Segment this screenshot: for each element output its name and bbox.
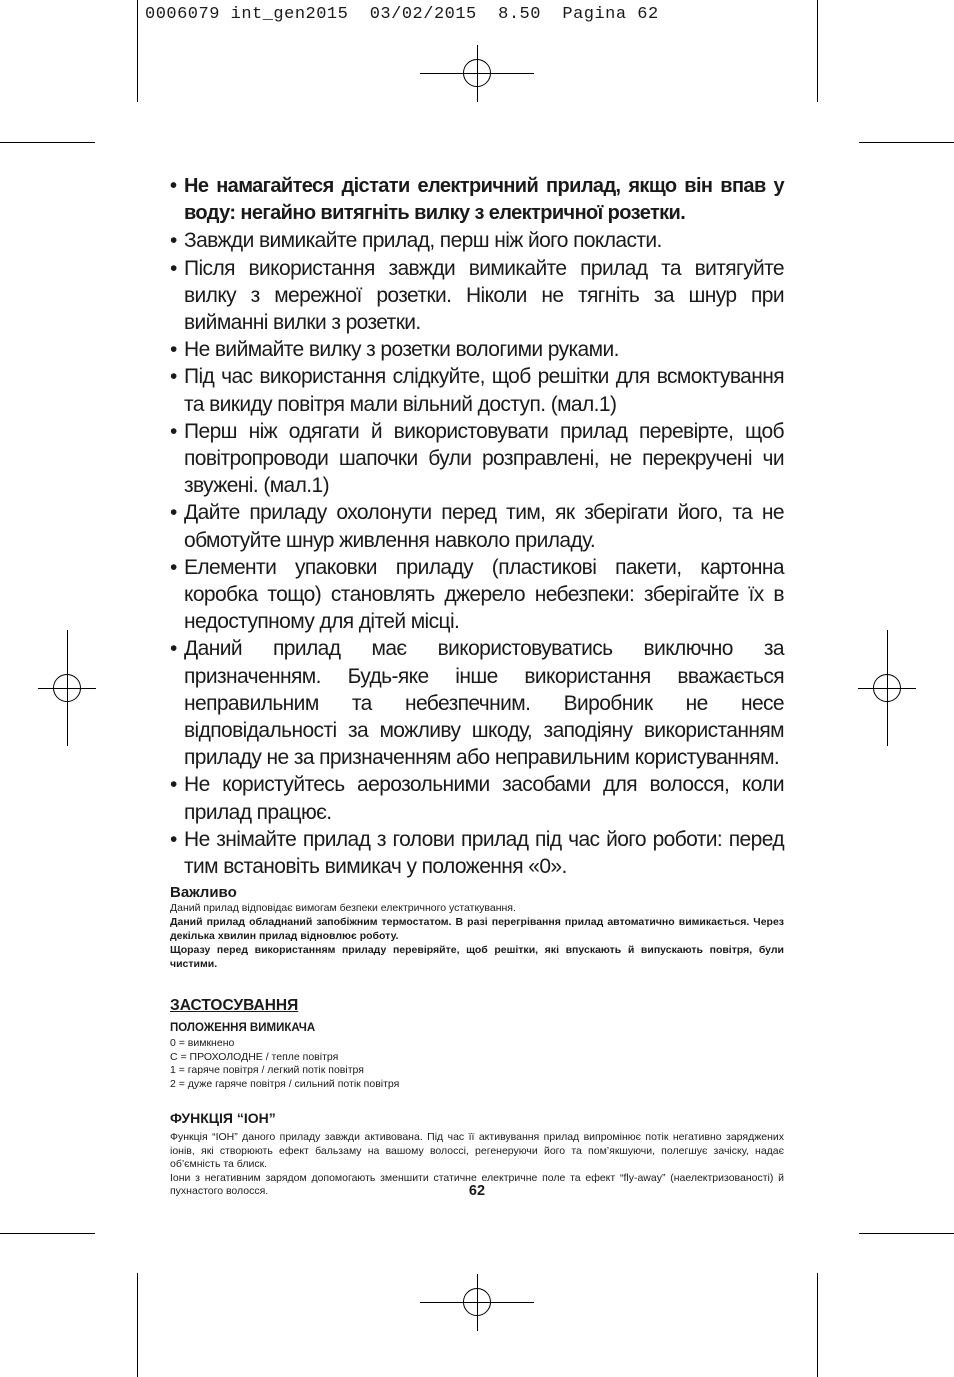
important-heading: Важливо <box>170 884 237 902</box>
crop-mark-bottom-right-h <box>859 1233 954 1234</box>
switch-positions-heading: ПОЛОЖЕННЯ ВИМИКАЧА <box>170 1022 316 1035</box>
switch-positions-list <box>170 1037 784 1091</box>
crop-mark-top-right-v <box>817 0 818 102</box>
important-text: Даний прилад відповідає вимогам безпеки електричного устаткування. <box>170 902 516 915</box>
warning-item: • Дайте приладу охолонути перед тим, як зберігати його, та не обмотуйте шнур живлення навколо приладу. <box>170 499 784 553</box>
print-slug: 0006079 int_gen2015 03/02/2015 8.50 Pagina 62 <box>145 5 659 24</box>
warning-item: • Перш ніж одягати й використовувати прилад перевірте, щоб повітропроводи шапочки були розправлені, не перекручені чи звужені. (мал.1) <box>170 418 784 500</box>
list-item: 0 = вимкнено <box>170 1037 235 1050</box>
page-number: 62 <box>468 1183 486 1199</box>
usage-heading: ЗАСТОСУВАННЯ <box>170 997 299 1015</box>
ion-function-text: Іони з негативним зарядом допомогають зменшити статичне електричне поле та ефект “fly-away” (наелектризованості) й пухнастого волосся. <box>170 1171 784 1198</box>
crop-mark-bottom-left-h <box>0 1233 95 1234</box>
page-content <box>170 173 784 1199</box>
crop-mark-bottom-right-v <box>817 1273 818 1377</box>
warning-item: • Даний прилад має використовуватись виключно за призначенням. Будь-яке інше використання вважається неправильним та небезпечним. Виробник не несе відповідальності за можливу шкоду, заподіяну використанням приладу не за призначенням або неправильним користуванням. <box>170 635 784 771</box>
warning-item: • Не намагайтеся дістати електричний прилад, якщо він впав у воду: негайно витягніть вилку з електричної розетки. <box>170 173 784 227</box>
safety-warnings-list <box>170 173 784 880</box>
warning-item: • Під час використання слідкуйте, щоб решітки для всмоктування та викиду повітря мали вільний доступ. (мал.1) <box>170 363 784 417</box>
warning-item: • Не знімайте прилад з голови прилад під час його роботи: перед тим встановіть вимикач у положення «0». <box>170 826 784 880</box>
crop-mark-top-right-h <box>859 142 954 143</box>
ion-function-text: Функція “ІОН” даного приладу завжди активована. Під час її активування прилад випромінює потік негативно заряджених іонів, які створюють ефект бальзаму на вашому волоссі, регенеруючи його та пом’якшуючи, полегшує зачіску, надає об’ємність та блиск. <box>170 1131 784 1171</box>
crop-mark-top-left-v <box>137 0 138 102</box>
warning-item: • Не виймайте вилку з розетки вологими руками. <box>170 336 784 363</box>
warning-item: • Елементи упаковки приладу (пластикові пакети, картонна коробка тощо) становлять джерело небезпеки: зберігайте їх в недоступному для дітей місці. <box>170 554 784 636</box>
important-text: Щоразу перед використанням приладу перевіряйте, щоб решітки, які впускають й випускають повітря, були чистими. <box>170 944 784 971</box>
warning-item: • Завжди вимикайте прилад, перш ніж його покласти. <box>170 227 784 254</box>
warning-item: • Після використання завжди вимикайте прилад та витягуйте вилку з мережної розетки. Ніколи не тягніть за шнур при вийманні вилки з розетки. <box>170 255 784 337</box>
crop-mark-bottom-left-v <box>137 1273 138 1377</box>
ion-function-heading: ФУНКЦІЯ “ІОН” <box>170 1110 276 1127</box>
list-item: 1 = гаряче повітря / легкий потік повітря <box>170 1064 364 1077</box>
list-item: 2 = дуже гаряче повітря / сильний потік повітря <box>170 1077 400 1090</box>
list-item: C = ПРОХОЛОДНЕ / тепле повітря <box>170 1050 339 1063</box>
important-text: Даний прилад обладнаний запобіжним термостатом. В разі перегрівання прилад автоматично вимикається. Через декілька хвилин прилад відновлює роботу. <box>170 916 784 943</box>
crop-mark-top-left-h <box>0 142 95 143</box>
warning-item: • Не користуйтесь аерозольними засобами для волосся, коли прилад працює. <box>170 771 784 825</box>
